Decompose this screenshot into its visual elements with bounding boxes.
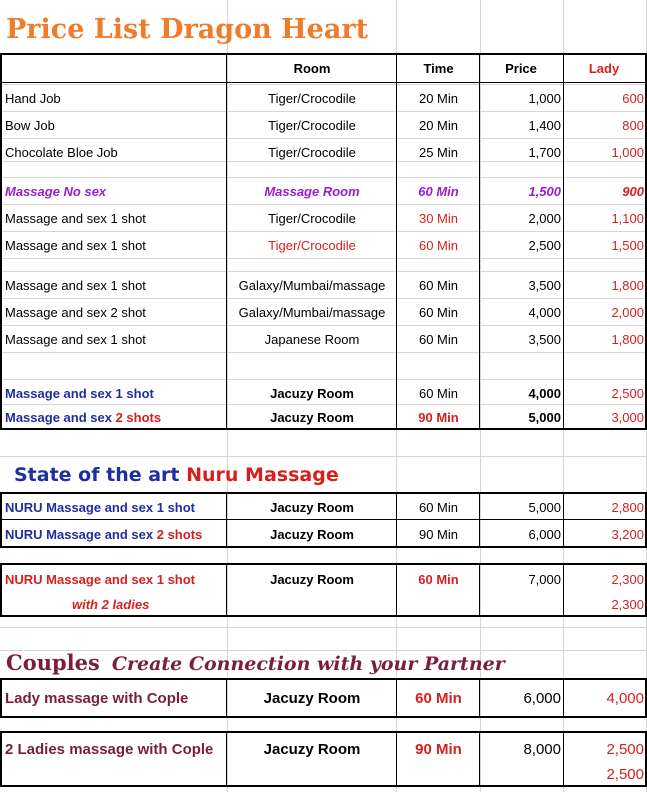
lady-cell: 900 [622,184,644,199]
price-cell: 6,000 [523,689,561,707]
price-cell: 1,400 [528,118,561,133]
time-cell: 90 Min [418,526,459,542]
room-cell: Galaxy/Mumbai/massage [238,278,386,293]
service-cell: Massage No sex [5,184,107,199]
service-cell: NURU Massage and sex 1 shot [5,499,196,515]
service-cell: Massage and sex 1 shot [5,332,146,347]
room-cell: Jacuzy Room [270,410,354,425]
time-cell: 60 Min [418,305,459,320]
time-cell: 60 Min [418,332,459,347]
lady-cell: 1,500 [611,238,644,253]
lady-cell: 2,300 [611,596,644,612]
price-cell: 5,000 [528,499,561,515]
header-time: Time [423,61,454,76]
time-cell: 90 Min [418,410,459,425]
table-row [0,326,647,353]
room-cell: Tiger/Crocodile [268,238,356,253]
lady-cell: 1,000 [611,144,644,160]
table-row [0,565,647,593]
time-cell: 20 Min [418,91,459,106]
price-cell: 6,000 [528,526,561,542]
service-sub-cell: with 2 ladies [72,596,150,612]
service-cell: 2 Ladies massage with Cople [5,740,214,758]
service-cell: Massage and sex 1 shot [5,278,146,293]
lady-cell: 2,500 [611,385,644,401]
table-row [0,232,647,259]
lady-cell: 2,800 [611,499,644,515]
lady-cell: 3,000 [611,410,644,425]
room-cell: Jacuzy Room [270,571,354,587]
price-cell: 8,000 [523,740,561,758]
table-row [0,680,647,716]
time-cell: 60 Min [418,499,459,515]
price-cell: 1,000 [528,91,561,106]
room-cell: Tiger/Crocodile [268,144,356,160]
table-header [0,55,647,82]
price-cell: 4,000 [528,385,561,401]
time-cell: 60 Min [418,278,459,293]
table-row [0,178,647,205]
price-cell: 2,500 [528,238,561,253]
table-row [0,592,647,616]
price-cell: 3,500 [528,278,561,293]
room-cell: Tiger/Crocodile [268,118,356,133]
table-row [0,205,647,232]
price-cell: 2,000 [528,211,561,226]
service-cell: NURU Massage and sex 1 shot [5,571,196,587]
header-lady: Lady [588,61,620,76]
room-cell: Galaxy/Mumbai/massage [238,305,386,320]
service-cell: Massage and sex 1 shot [5,238,146,253]
header-room: Room [293,61,331,76]
room-cell: Tiger/Crocodile [268,91,356,106]
room-cell: Jacuzy Room [270,526,354,542]
table-row [0,733,647,765]
lady-cell: 2,000 [611,305,644,320]
time-cell: 90 Min [415,740,462,758]
lady-cell: 1,800 [611,278,644,293]
nuru-heading: State of the art Nuru Massage [14,464,339,486]
lady-cell: 2,300 [611,571,644,587]
lady-cell: 2,500 [606,740,644,758]
price-cell: 7,000 [528,571,561,587]
lady-cell: 3,200 [611,526,644,542]
time-cell: 30 Min [418,211,459,226]
table-row [0,405,647,430]
header-price: Price [505,61,537,76]
lady-cell: 1,100 [611,211,644,226]
price-cell: 4,000 [528,305,561,320]
service-cell: Massage and sex 2 shots [5,410,162,425]
time-cell: 60 Min [418,184,459,199]
price-cell: 5,000 [528,410,561,425]
lady-cell: 4,000 [606,689,644,707]
couples-tagline: Create Connection with your Partner [111,653,505,675]
price-cell: 1,500 [528,184,561,199]
room-cell: Massage Room [264,184,360,199]
table-row [0,112,647,139]
couples-heading: Couples Create Connection with your Partner [6,650,505,675]
price-cell: 1,700 [528,144,561,160]
service-cell: Lady massage with Cople [5,689,189,707]
price-cell: 3,500 [528,332,561,347]
service-cell: Hand Job [5,91,61,106]
table-row [0,139,647,165]
service-cell: NURU Massage and sex 2 shots [5,526,203,542]
room-cell: Jacuzy Room [270,385,354,401]
lady-cell: 800 [622,118,644,133]
table-row [0,763,647,785]
table-row [0,380,647,406]
lady-cell: 2,500 [606,765,644,783]
service-cell: Massage and sex 1 shot [5,385,154,401]
service-cell: Bow Job [5,118,55,133]
time-cell: 60 Min [418,571,459,587]
time-cell: 60 Min [418,238,459,253]
room-cell: Japanese Room [264,332,360,347]
table-row [0,272,647,299]
service-cell: Massage and sex 2 shot [5,305,146,320]
table-row [0,85,647,112]
time-cell: 25 Min [418,144,459,160]
time-cell: 60 Min [415,689,462,707]
room-cell: Tiger/Crocodile [268,211,356,226]
page-title: Price List Dragon Heart [6,14,369,45]
room-cell: Jacuzy Room [270,499,354,515]
room-cell: Jacuzy Room [263,689,361,707]
table-row [0,494,647,520]
service-cell: Chocolate Bloe Job [5,144,118,160]
room-cell: Jacuzy Room [263,740,361,758]
lady-cell: 600 [622,91,644,106]
time-cell: 60 Min [418,385,459,401]
service-cell: Massage and sex 1 shot [5,211,146,226]
table-row [0,299,647,326]
time-cell: 20 Min [418,118,459,133]
lady-cell: 1,800 [611,332,644,347]
table-row [0,521,647,547]
